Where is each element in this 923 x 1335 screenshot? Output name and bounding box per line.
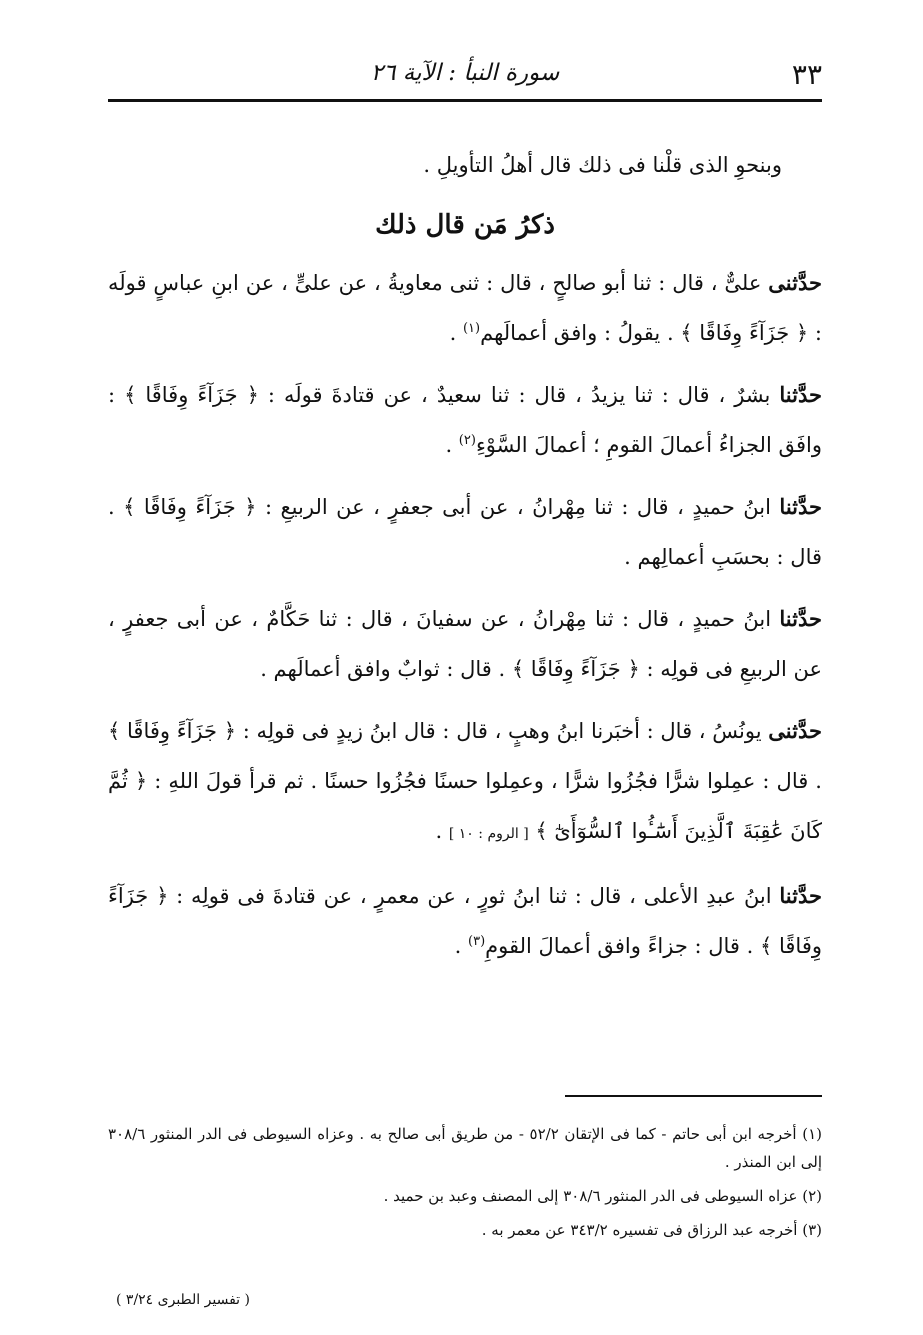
running-title: سورة النبأ : الآية ٢٦ <box>370 60 560 86</box>
footnote-3: (٣) أخرجه عبد الرزاق فى تفسيره ٣٤٣/٢ عن معمر به . <box>481 1221 822 1239</box>
narration-lead: حدَّثنى <box>768 718 822 743</box>
narration-text: بشرٌ ، قال : ثنا يزيدُ ، قال : ثنا سعيدٌ ، عن قتادةَ قولَه : <box>258 383 780 407</box>
narration-lead: حدَّثنا <box>779 494 823 519</box>
quran-quote: ﴿ جَزَآءً وِفَاقًا ﴾ <box>123 495 257 519</box>
footnote-marker: (٢) <box>458 433 476 448</box>
quran-quote: ﴿ جَزَآءً وِفَاقًا ﴾ <box>124 383 259 407</box>
quran-quote: ﴿ جَزَآءً وِفَاقًا ﴾ <box>108 719 236 743</box>
footnote-2: (٢) عزاه السيوطى فى الدر المنثور ٣٠٨/٦ إلى المصنف وعبد بن حميد . <box>383 1187 822 1205</box>
narration-text: . قال : بحسَبِ أعمالِهم . <box>108 495 822 569</box>
surah-reference: [ الروم : ١٠ ] <box>448 826 529 842</box>
book-signature: ( تفسير الطبرى ٣/٢٤ ) <box>116 1292 250 1308</box>
footnote-1: (١) أخرجه ابن أبى حاتم - كما فى الإتقان ٥٢/٢ - من طريق أبى صالح به . وعزاه السيوطى فى الدر المنثور ٣٠٨/٦ إلى ابن المنذر . <box>108 1125 822 1171</box>
quran-quote-2: ﴿ ثُمَّ كَانَ عَٰقِبَةَ ٱلَّذِينَ أَسَٰٓـُٔوا ٱلسُّوٓأَىٰٓ ﴾ <box>108 769 822 843</box>
narration-text: ابنُ حميدٍ ، قال : ثنا مِهْرانُ ، عن سفيانَ ، قال : ثنا حَكَّامٌ ، عن أبى جعفرٍ ، عن الربيعِ فى قولِه : <box>108 607 822 681</box>
narration-text: ابنُ عبدِ الأعلى ، قال : ثنا ابنُ ثورٍ ، عن معمرٍ ، عن قتادةَ فى قولِه : <box>168 884 780 908</box>
narration-text: يونُسُ ، قال : أخبَرنا ابنُ وهبٍ ، قال : قال ابنُ زيدٍ فى قولِه : <box>236 719 769 743</box>
narration-lead: حدَّثنا <box>779 382 822 407</box>
narration-lead: حدَّثنى <box>768 270 822 295</box>
narration-text: . قال : جزاءً وافق أعمالَ القومِ <box>485 934 760 958</box>
quran-quote: ﴿ جَزَآءً وِفَاقًا ﴾ <box>680 321 809 345</box>
narration-text: . يقولُ : وافق أعمالَهم <box>480 321 681 345</box>
page-number: ٣٣ <box>791 58 822 91</box>
footnote-rule <box>565 1095 822 1097</box>
narration-text: . قال : عمِلوا شرًّا فجُزُوا شرًّا ، وعمِلوا حسنًا فجُزُوا حسنًا . ثم قرأ قولَ اللهِ : <box>147 769 822 793</box>
narration-text: ابنُ حميدٍ ، قال : ثنا مِهْرانُ ، عن أبى جعفرٍ ، عن الربيعِ : <box>256 495 780 519</box>
narration-lead: حدَّثنا <box>779 883 822 908</box>
footnotes <box>108 1120 822 1250</box>
header-rule <box>108 99 822 102</box>
narration-4 <box>108 594 822 694</box>
footnote-marker: (٣) <box>468 934 486 949</box>
quran-quote: ﴿ جَزَآءً وِفَاقًا ﴾ <box>108 884 822 958</box>
narration-text: . <box>445 433 459 457</box>
narration-1 <box>108 258 822 358</box>
quran-quote: ﴿ جَزَآءً وِفَاقًا ﴾ <box>511 657 640 681</box>
page-header <box>108 52 822 96</box>
narration-text: . <box>435 819 449 843</box>
narration-5 <box>108 706 822 859</box>
intro-paragraph: وبنحوِ الذى قلْنا فى ذلك قال أهلُ التأويلِ . <box>423 153 782 177</box>
narration-6 <box>108 871 822 971</box>
narration-3 <box>108 482 822 582</box>
narration-text: . <box>449 321 463 345</box>
main-text <box>108 140 822 983</box>
narration-text: علىٌّ ، قال : ثنا أبو صالحٍ ، قال : ثنى معاويةُ ، عن علىٍّ ، عن ابنِ عباسٍ قولَه : <box>108 271 822 345</box>
narration-text: : وافَق الجزاءُ أعمالَ القومِ ؛ أعمالَ السَّوْءِ <box>108 383 822 457</box>
narration-text: . <box>454 934 468 958</box>
section-heading: ذكرُ مَن قال ذلك <box>375 210 555 240</box>
narration-text: . قال : ثوابٌ وافق أعمالَهم . <box>260 657 512 681</box>
narration-lead: حدَّثنا <box>779 606 822 631</box>
narration-2 <box>108 370 822 470</box>
footnote-marker: (١) <box>462 321 481 336</box>
